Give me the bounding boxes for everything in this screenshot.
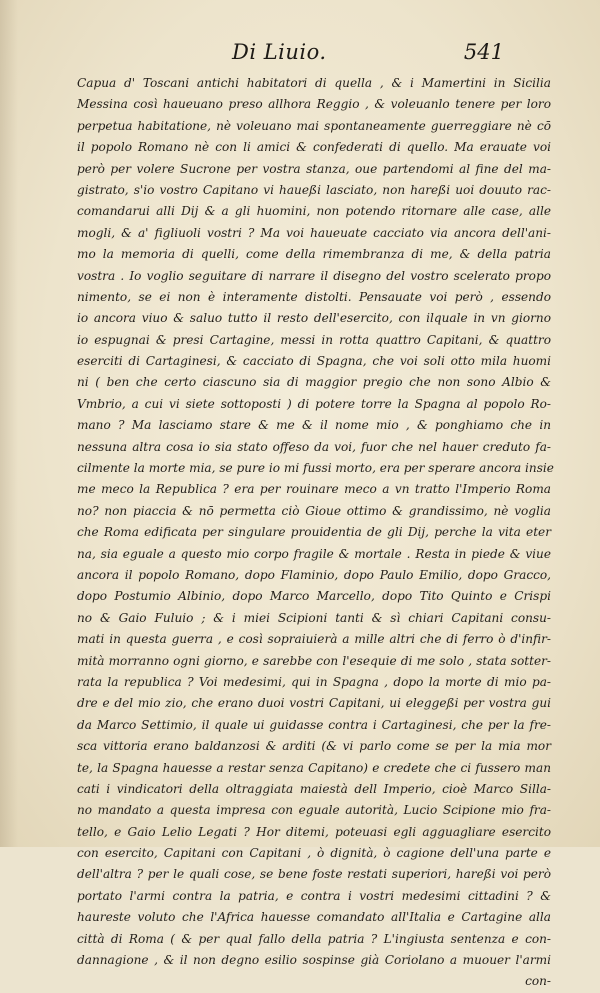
text-line: ni ( ben che certo ciascuno sia di maggior pregio che non sono Albio & bbox=[77, 375, 551, 390]
catchword: con- bbox=[525, 974, 551, 989]
text-line: mati in questa guerra , e così sopraiuierà a mille altri che di ferro ò d'infir- bbox=[77, 632, 551, 647]
text-line: dopo Postumio Albinio, dopo Marco Marcello, dopo Tito Quinto e Crispi bbox=[77, 589, 551, 604]
text-line: no mandato a questa impresa con eguale autorità, Lucio Scipione mio fra- bbox=[77, 803, 551, 818]
text-line: mo la memoria di quelli, come della rimembranza di me, & della patria bbox=[77, 247, 551, 262]
text-line: haureste voluto che l'Africa hauesse comandato all'Italia e Cartagine alla bbox=[77, 910, 551, 925]
text-line: Messina così haueuano preso allhora Reggio , & voleuanlo tenere per loro bbox=[77, 97, 551, 112]
text-line: ancora il popolo Romano, dopo Flaminio, dopo Paulo Emilio, dopo Gracco, bbox=[77, 567, 551, 582]
text-line: te, la Spagna hauesse a restar senza Capitano) e credete che ci fussero man bbox=[77, 760, 551, 775]
text-line: na, sia eguale a questo mio corpo fragile & mortale . Resta in piede & viue bbox=[77, 546, 551, 561]
text-line: no & Gaio Fuluio ; & i miei Scipioni tanti & sì chiari Capitani consu- bbox=[77, 610, 551, 625]
text-line: nimento, se ei non è interamente distolti. Pensauate voi però , essendo bbox=[77, 289, 551, 304]
text-line: portato l'armi contra la patria, e contra i vostri medesimi cittadini ? & bbox=[77, 888, 551, 903]
running-head: Di Liuio. bbox=[232, 40, 327, 64]
text-line: però per volere Sucrone per vostra stanza, oue partendomi al fine del ma- bbox=[77, 161, 551, 176]
text-line: mogli, & a' figliuoli vostri ? Ma voi haueuate cacciato via ancora dell'ani- bbox=[77, 225, 551, 240]
gutter-shadow bbox=[0, 0, 18, 847]
text-line: da Marco Settimio, il quale ui guidasse contra i Cartaginesi, che per la fre- bbox=[77, 717, 551, 732]
text-line: no? non piaccia & nō permetta ciò Gioue ottimo & grandissimo, nè voglia bbox=[77, 503, 551, 518]
text-line: cilmente la morte mia, se pure io mi fussi morto, era per sperare ancora insie bbox=[77, 461, 554, 476]
text-line: dell'altra ? per le quali cose, se bene foste restati superiori, hareßi voi però bbox=[77, 867, 551, 882]
text-line: cati i vindicatori della oltraggiata maiestà dell Imperio, cioè Marco Silla- bbox=[77, 781, 551, 796]
text-line: vostra . Io voglio seguitare di narrare il disegno del vostro scelerato propo bbox=[77, 268, 551, 283]
text-line: eserciti di Cartaginesi, & cacciato di Spagna, che voi soli otto mila huomi bbox=[77, 354, 551, 369]
page-number: 541 bbox=[463, 40, 504, 64]
text-line: Capua d' Toscani antichi habitatori di quella , & i Mamertini in Sicilia bbox=[77, 76, 551, 90]
text-line: perpetua habitatione, nè voleuano mai spontaneamente guerreggiare nè cō bbox=[77, 118, 551, 133]
text-line: dre e del mio zio, che erano duoi vostri Capitani, ui eleggeßi per vostra gui bbox=[77, 696, 551, 711]
text-line: me meco la Republica ? era per rouinare meco a vn tratto l'Imperio Roma bbox=[77, 482, 551, 497]
text-line: dannagione , & il non degno esilio sospinse già Coriolano a muouer l'armi bbox=[77, 953, 551, 968]
text-line: nessuna altra cosa io sia stato offeso da voi, fuor che nel hauer creduto fa- bbox=[77, 439, 551, 454]
text-line: con esercito, Capitani con Capitani , ò dignità, ò cagione dell'una parte e bbox=[77, 846, 551, 861]
text-line: che Roma edificata per singulare prouidentia de gli Dij, perche la vita eter bbox=[77, 525, 551, 540]
text-line: mità morranno ogni giorno, e sarebbe con l'esequie di me solo , stata sotter- bbox=[77, 653, 551, 668]
body-text bbox=[77, 73, 554, 993]
text-line: comandarui alli Dij & a gli huomini, non potendo ritornare alle case, alle bbox=[77, 204, 551, 219]
text-line: rata la republica ? Voi medesimi, qui in Spagna , dopo la morte di mio pa- bbox=[77, 674, 551, 689]
text-line: città di Roma ( & per qual fallo della patria ? L'ingiusta sentenza e con- bbox=[77, 931, 551, 946]
text-line: il popolo Romano nè con li amici & confederati di quello. Ma erauate voi bbox=[77, 140, 551, 155]
text-line: Vmbrio, a cui vi siete sottoposti ) di potere torre la Spagna al popolo Ro- bbox=[77, 396, 551, 411]
text-line: io espugnai & presi Cartagine, messi in rotta quattro Capitani, & quattro bbox=[77, 332, 551, 347]
text-line: gistrato, s'io vostro Capitano vi haueßi lasciato, non hareßi uoi douuto rac- bbox=[77, 182, 551, 197]
text-line: io ancora viuo & saluo tutto il resto dell'esercito, con ilquale in vn giorno bbox=[77, 311, 551, 326]
text-line: tello, e Gaio Lelio Legati ? Hor ditemi, poteuasi egli agguagliare esercito bbox=[77, 824, 551, 839]
page-header bbox=[0, 40, 600, 70]
text-line: mano ? Ma lasciamo stare & me & il nome mio , & ponghiamo che in bbox=[77, 418, 551, 433]
text-line: sca vittoria erano baldanzosi & arditi (& vi parlo come se per la mia mor bbox=[77, 739, 551, 754]
